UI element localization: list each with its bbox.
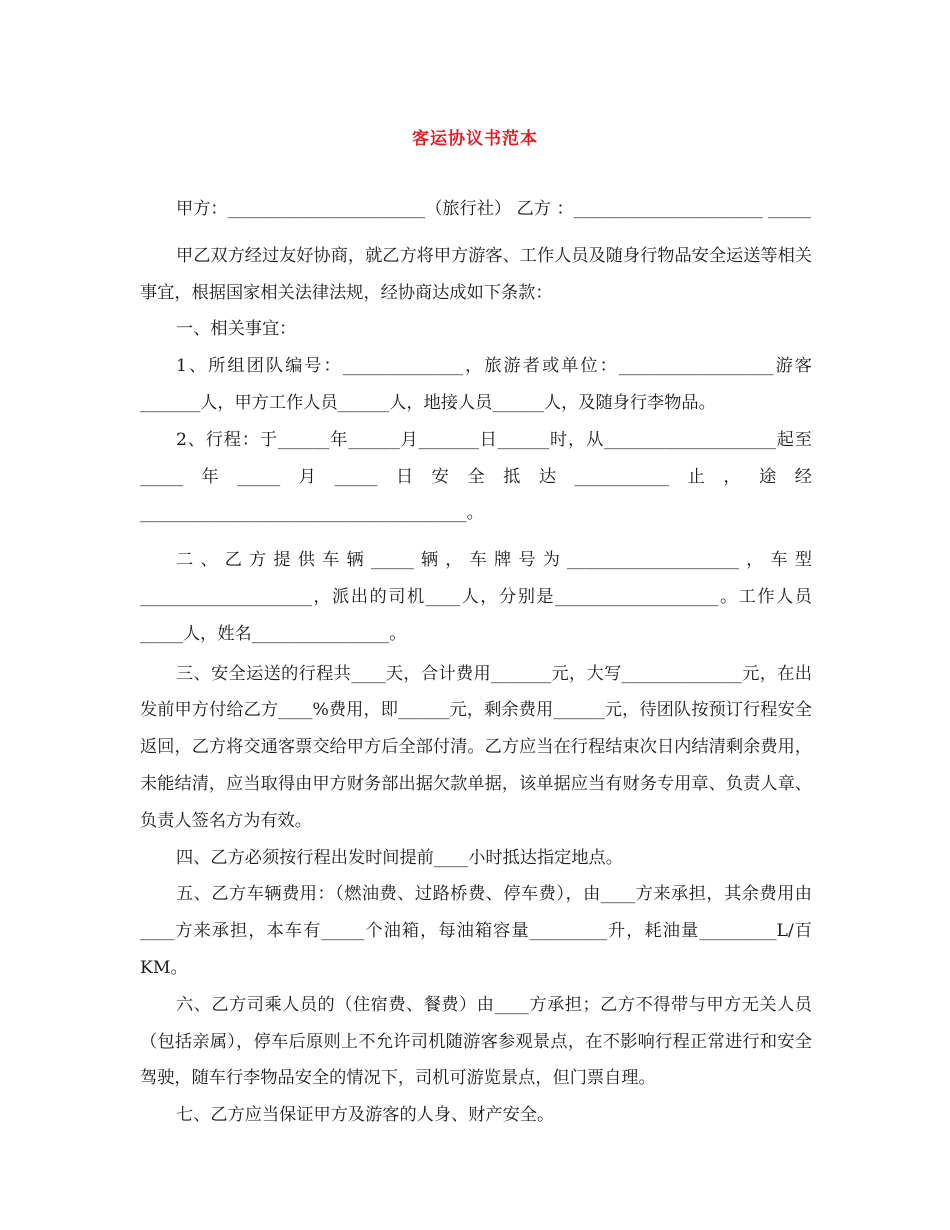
section-6-paragraph: 六、乙方司乘人员的（住宿费、餐费）由____方承担；乙方不得带与甲方无关人员（包括亲属），停车后原则上不允许司机随游客参观景点，在不影响行程正常进行和安全驾驶，随车行李物品安全的情况下，司机可游览景点，但门票自理。 (140, 994, 812, 1089)
section-7-paragraph: 七、乙方应当保证甲方及游客的人身、财产安全。 (176, 1105, 555, 1126)
section-5-paragraph: 五、乙方车辆费用：（燃油费、过路桥费、停车费），由____方来承担，其余费用由____方来承担，本车有_____个油箱，每油箱容量_________升，耗油量_________L/百KM。 (140, 884, 812, 978)
section-3-paragraph: 三、安全运送的行程共____天，合计费用_______元，大写______________元，在出发前甲方付给乙方____%费用，即______元，剩余费用______元，待团队按预订行程安全返回，乙方将交通客票交给甲方后全部付清。乙方应当在行程结束次日内结清剩余费用，未能结清，应当取得由甲方财务部出据欠款单据，该单据应当有财务专用章、负责人章、负责人签名方为有效。 (140, 663, 812, 831)
document-title: 客运协议书范本 (412, 129, 538, 149)
section-2-paragraph: 二、乙方提供车辆_____辆，车牌号为____________________，车型____________________，派出的司机____人，分别是___________________。工作人员_____人，姓名________________。 (140, 550, 812, 644)
clause-1-2: 2、行程：于______年______月_______日______时，从____________________起至_____年_____月_____日安全抵达___________止，途经______________________________________。 (140, 429, 812, 524)
clause-1-1: 1、所组团队编号：______________，旅游者或单位：__________________游客_______人，甲方工作人员______人，地接人员______人，及随身行李物品。 (140, 356, 812, 413)
preamble-paragraph: 甲乙双方经过友好协商，就乙方将甲方游客、工作人员及随身行物品安全运送等相关事宜，根据国家相关法律法规，经协商达成如下条款： (140, 245, 812, 303)
section-1-heading: 一、相关事宜： (176, 319, 297, 340)
section-4-paragraph: 四、乙方必须按行程出发时间提前____小时抵达指定地点。 (176, 847, 623, 868)
party-line: 甲方：_______________________（旅行社） 乙方 ：______________________ _____ (176, 199, 812, 219)
document-body (140, 191, 812, 1134)
